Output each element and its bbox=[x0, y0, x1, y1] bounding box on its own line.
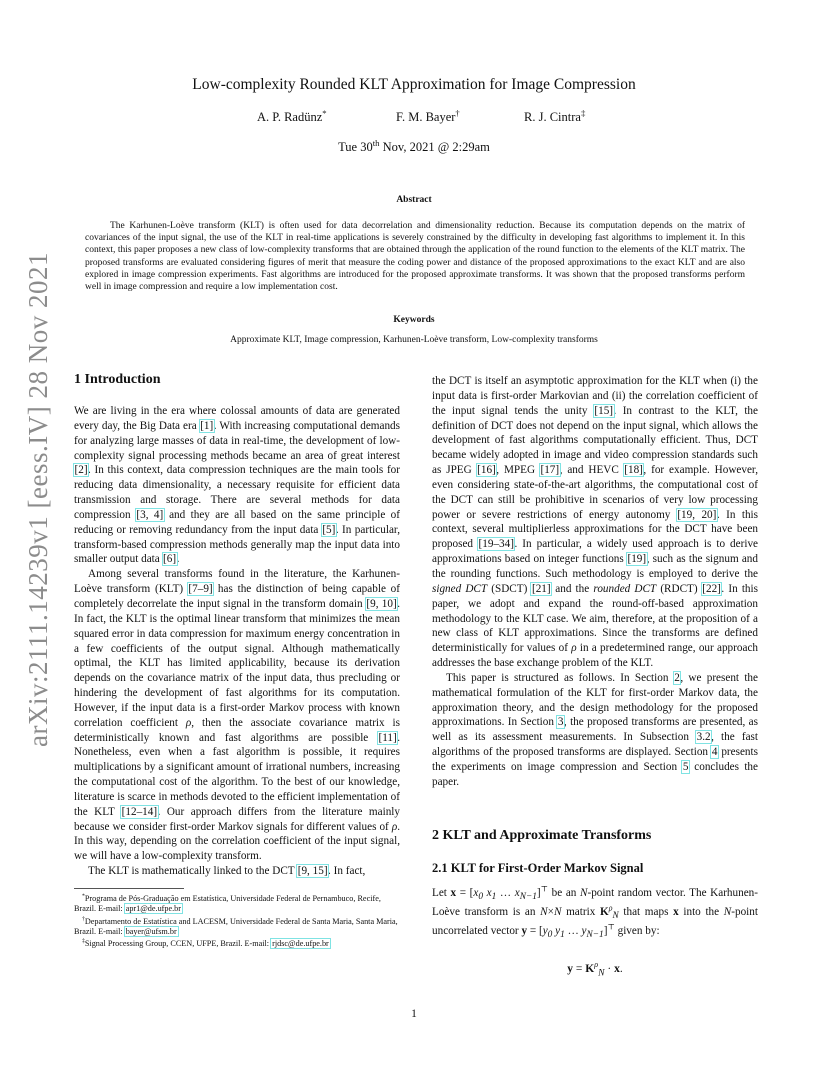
citation-link[interactable]: [9, 10] bbox=[366, 597, 397, 610]
citation-link[interactable]: [3, 4] bbox=[136, 508, 164, 521]
text-run: . In this context, several multiplierless approximations for the DCT have been proposed bbox=[432, 508, 759, 551]
footnote-3-email-link[interactable]: rjdsc@de.ufpe.br bbox=[272, 939, 329, 949]
text-run: matrix bbox=[561, 906, 600, 919]
text-run: We are living in the era where colossal amounts of data are generated every day, the Big Data era bbox=[74, 405, 400, 432]
text-run: , we present the mathematical formulation of the KLT for first-order Markov data, the approximation theory, and the design methodology for the proposed approximations. In Section bbox=[432, 671, 758, 729]
citation-link[interactable]: [6] bbox=[163, 553, 177, 566]
bold-symbol: x bbox=[673, 906, 679, 919]
italic-text: rounded DCT bbox=[593, 582, 657, 595]
text-run: · bbox=[604, 963, 615, 975]
intro-paragraph-3 bbox=[74, 864, 400, 879]
citation-link[interactable]: [19] bbox=[627, 553, 647, 566]
text-run: … bbox=[496, 887, 515, 899]
superscript: ⊤ bbox=[607, 922, 615, 932]
bold-symbol: K bbox=[585, 963, 595, 975]
text-run: that maps bbox=[618, 906, 674, 919]
citation-link[interactable]: [22] bbox=[702, 582, 721, 595]
section-2-paragraph bbox=[432, 886, 758, 943]
footnote-3-text: Signal Processing Group, CCEN, UFPE, Brazil. E-mail: bbox=[84, 939, 272, 949]
text-run: . Our approach differs from the literature mainly because we consider first-order Markov signals for different values of bbox=[74, 805, 400, 833]
italic-text: N bbox=[553, 906, 562, 919]
italic-text: x bbox=[486, 887, 492, 899]
citation-link[interactable]: [21] bbox=[531, 582, 551, 595]
subscript: 1 bbox=[560, 930, 565, 941]
intro-paragraph-5 bbox=[432, 671, 758, 790]
text-run: . With increasing computational demands for analyzing large masses of data in real-time, the development of low-complexity signal processing methods became an area of great interest bbox=[74, 419, 400, 462]
subscript: N bbox=[598, 967, 605, 979]
section-1-heading: 1 Introduction bbox=[74, 372, 161, 387]
text-run: (RDCT) bbox=[656, 582, 702, 595]
text-run: = [ bbox=[456, 887, 474, 899]
keywords-heading: Keywords bbox=[393, 315, 435, 325]
text-run: . In fact, bbox=[328, 865, 366, 878]
text-run: Among several transforms found in the literature, the Karhunen-Loève transform (KLT) bbox=[74, 568, 400, 596]
text-run: -point uncorrelated vector bbox=[432, 906, 758, 938]
text-run: × bbox=[547, 906, 554, 919]
intro-paragraph-4 bbox=[432, 374, 758, 671]
citation-link[interactable]: [2] bbox=[74, 464, 88, 477]
intro-paragraph-1 bbox=[74, 404, 400, 567]
italic-text: signed DCT bbox=[432, 582, 488, 595]
italic-text: N bbox=[540, 906, 548, 919]
italic-text: ρ bbox=[571, 642, 577, 655]
italic-text: N bbox=[723, 906, 732, 919]
author-2-mark: † bbox=[455, 107, 460, 118]
citation-link[interactable]: [12–14] bbox=[121, 805, 158, 818]
subscript: N−1 bbox=[519, 892, 537, 903]
footnote-1 bbox=[74, 894, 400, 915]
author-3-mark: ‡ bbox=[580, 107, 586, 118]
citation-link[interactable]: [16] bbox=[477, 464, 496, 477]
text-run: , for example. However, even considering state-of-the-art algorithms, the computational cost of the DCT can still be prohibitive in scenarios of very low processing power or severe restrictions of energy autonomy bbox=[432, 464, 758, 521]
text-run: The KLT is mathematically linked to the DCT bbox=[88, 865, 298, 878]
arxiv-watermark-text: arXiv:2111.14239v1 [eess.IV] 28 Nov 2021 bbox=[22, 251, 53, 747]
citation-link[interactable]: 3.2 bbox=[696, 731, 711, 744]
text-run: , and HEVC bbox=[559, 464, 624, 477]
text-run: . In this paper, we adopt and expand the round-off-based approximation methodology to the KLT case. We aim, therefore, at the proposition of a new class of KLT approximations. Since the transforms are defined deterministically for values of bbox=[432, 582, 758, 655]
author-1-mark: * bbox=[322, 107, 327, 118]
text-run: the DCT is itself an asymptotic approximation for the KLT when (i) the input data is first-order Markovian and (ii) the correlation coefficient of the input signal tends the unity bbox=[432, 375, 758, 417]
text-run: . In this way, depending on the correlation coefficient of the input signal, we will have a low-complexity transform. bbox=[74, 820, 400, 863]
text-run: Let bbox=[432, 887, 451, 899]
text-run: (SDCT) bbox=[487, 582, 532, 595]
bold-symbol: x bbox=[614, 963, 620, 975]
footnote-1-text: Programa de Pós-Graduação em Estatística, Universidade Federal de Pernambuco, Recife, Brazil. E-mail: bbox=[74, 894, 381, 914]
citation-link[interactable]: 2 bbox=[674, 671, 680, 684]
citation-link[interactable]: 3 bbox=[557, 716, 564, 729]
citation-link[interactable]: [15] bbox=[594, 404, 614, 417]
text-run: -point random vector. The Karhunen-Loève transform is an bbox=[432, 887, 759, 919]
text-run: . In particular, transform-based compression methods generally map the input data into smaller output data bbox=[74, 523, 400, 566]
italic-text: x bbox=[473, 887, 479, 899]
date-day: Tue 30 bbox=[338, 140, 373, 154]
footnote-2-email-link[interactable]: bayer@ufsm.br bbox=[125, 926, 177, 936]
footnote-2 bbox=[74, 917, 400, 938]
keywords-text: Approximate KLT, Image compression, Karhunen-Loève transform, Low-complexity transforms bbox=[230, 335, 598, 345]
text-run: presents the experiments on image compression and Section bbox=[432, 746, 758, 773]
author-1 bbox=[257, 107, 327, 125]
equation-klt bbox=[430, 960, 760, 979]
italic-text: N bbox=[580, 887, 588, 899]
text-run: . In particular, a widely used approach is to derive approximations based on integer functions bbox=[432, 538, 759, 566]
author-3 bbox=[524, 107, 586, 125]
subscript: 0 bbox=[478, 892, 484, 903]
bold-symbol: y bbox=[567, 963, 574, 975]
text-run: and they are all based on the same principle of reducing or removing redundancy from the input data bbox=[74, 508, 401, 536]
citation-link[interactable]: [11] bbox=[378, 731, 397, 744]
page-number: 1 bbox=[411, 1008, 417, 1020]
abstract-text: The Karhunen-Loève transform (KLT) is often used for data decorrelation and dimensionality reduction. Because its computation depends on the matrix of covariances of the input signal, the use of the KLT in real-time applications is severely constrained by the difficulty in developing fast algorithms to implement it. In this context, this paper proposes a new class of low-complexity transforms that are obtained through the application of the round function to the elements of the KLT matrix. The proposed transforms are evaluated considering figures of merit that measure the coding power and distance of the proposed approximations to the exact KLT and are also explored in image compression experiments. Fast algorithms are introduced for the proposed approximate transforms. It was shown that the proposed transforms perform well in image compression and require a low implementation cost. bbox=[85, 221, 745, 293]
bold-symbol: y bbox=[521, 925, 528, 938]
text-run: . In contrast to the KLT, the definition of DCT does not depend on the input signal, which allows the development of fast algorithms computationally efficient. Thus, DCT became widely adopted in image and video compression standards such as JPEG bbox=[432, 404, 758, 477]
subscript: N bbox=[612, 911, 619, 922]
author-1-name: A. P. Radünz bbox=[257, 110, 323, 124]
superscript: ρ bbox=[594, 960, 599, 970]
subscript: 1 bbox=[491, 892, 497, 903]
text-run: , the fast algorithms of the proposed transforms are displayed. Section bbox=[432, 731, 759, 759]
text-run: … bbox=[564, 925, 582, 938]
intro-paragraph-2 bbox=[74, 567, 400, 864]
footnote-3 bbox=[74, 939, 400, 949]
section-2-heading: 2 KLT and Approximate Transforms bbox=[432, 828, 652, 843]
footnote-2-text: Departamento de Estatística and LACESM, Universidade Federal de Santa Maria, Santa Maria, Brazil. E-mail: bbox=[74, 916, 398, 936]
text-run: = [ bbox=[527, 925, 543, 938]
date-rest: Nov, 2021 @ 2:29am bbox=[379, 140, 490, 154]
footnotes bbox=[74, 894, 400, 951]
section-2-paragraph-1 bbox=[432, 886, 758, 943]
abstract-heading: Abstract bbox=[396, 195, 432, 205]
italic-text: y bbox=[542, 925, 548, 938]
footnote-3-mark: ‡ bbox=[82, 938, 85, 945]
text-run: . In fact, the KLT is the optimal linear transform that minimizes the mean squared error in data compression for maximum energy concentration in a few coefficients of the output signal. Although mathematically optimal, the KLT has limited applicability, because its derivation depends on the covariance matrix of the input data, thus precluding or hindering the development of fast algorithms for its computation. However, if the input data is a first-order Markov process with known correlation coefficient bbox=[74, 597, 400, 729]
text-run: , MPEG bbox=[496, 464, 540, 477]
text-run: . In this context, data compression techniques are the main tools for reducing data dimensionality, a necessary requisite for efficient data transmission and storage. There are several methods for data compression bbox=[74, 464, 400, 521]
citation-link[interactable]: 4 bbox=[711, 746, 718, 759]
author-2 bbox=[396, 107, 460, 125]
text-run: . bbox=[619, 963, 623, 975]
text-run: has the distinction of being capable of completely decorrelate the input signal in the transform domain bbox=[74, 583, 400, 610]
bold-symbol: x bbox=[450, 887, 457, 899]
text-run: , the proposed transforms are presented, as well as its assessment measurements. In Subsection bbox=[432, 716, 758, 744]
text-run: ] bbox=[536, 887, 541, 899]
citation-link[interactable]: [19–34] bbox=[478, 538, 514, 551]
text-run: ] bbox=[603, 925, 608, 938]
subscript: N−1 bbox=[586, 930, 604, 941]
bold-symbol: K bbox=[599, 906, 609, 919]
right-column bbox=[432, 374, 758, 790]
author-2-name: F. M. Bayer bbox=[396, 110, 456, 124]
citation-link[interactable]: [17] bbox=[540, 464, 560, 477]
left-column bbox=[74, 404, 400, 879]
text-run: , such as the signum and the rounding functions. Such methodology is employed to derive the bbox=[432, 553, 758, 580]
paper-title: Low-complexity Rounded KLT Approximation for Image Compression bbox=[192, 76, 636, 93]
citation-link[interactable]: [18] bbox=[624, 464, 643, 477]
citation-link[interactable]: [19, 20] bbox=[677, 508, 717, 521]
author-3-name: R. J. Cintra bbox=[524, 110, 581, 124]
text-run: concludes the paper. bbox=[432, 760, 758, 788]
citation-link[interactable]: [5] bbox=[322, 523, 336, 536]
paper-date bbox=[0, 137, 828, 155]
text-run: . bbox=[176, 553, 180, 566]
italic-text: x bbox=[514, 887, 520, 899]
superscript: ρ bbox=[608, 903, 613, 913]
text-run: , then the associate covariance matrix is deterministically known and fast algorithms are possible bbox=[74, 716, 401, 744]
italic-text: y bbox=[555, 925, 561, 938]
citation-link[interactable]: 5 bbox=[682, 760, 689, 773]
subsection-2-1-heading: 2.1 KLT for First-Order Markov Signal bbox=[432, 861, 644, 875]
italic-text: ρ bbox=[391, 820, 398, 833]
citation-link[interactable]: [9, 15] bbox=[297, 865, 328, 878]
text-run: in a predetermined range, our approach addresses the base exchange problem of the KLT. bbox=[432, 642, 758, 670]
footnote-separator bbox=[74, 888, 184, 889]
footnote-2-mark: † bbox=[82, 915, 85, 922]
superscript: ⊤ bbox=[540, 884, 549, 894]
text-run: . Nonetheless, even when a fast algorithm is possible, it requires multiplications by a significant amount of irrational numbers, increasing the computational cost of the algorithm. To the best of our knowledge, literature is scarce in methods devoted to the efficient implementation of the KLT bbox=[74, 731, 400, 818]
text-run: be an bbox=[548, 887, 580, 899]
citation-link[interactable]: [7–9] bbox=[188, 583, 213, 596]
text-run: = bbox=[573, 963, 586, 975]
text-run: given by: bbox=[614, 925, 660, 938]
text-run: into the bbox=[678, 906, 724, 919]
italic-text: y bbox=[581, 925, 587, 938]
text-run: and the bbox=[551, 582, 594, 595]
citation-link[interactable]: [1] bbox=[200, 419, 214, 432]
footnote-1-mark: * bbox=[82, 893, 85, 900]
italic-text: ρ bbox=[185, 716, 192, 729]
subscript: 0 bbox=[547, 930, 553, 941]
footnote-1-email-link[interactable]: apr1@de.ufpe.br bbox=[125, 904, 181, 914]
text-run: This paper is structured as follows. In Section bbox=[446, 671, 674, 684]
date-suffix: th bbox=[372, 137, 380, 148]
